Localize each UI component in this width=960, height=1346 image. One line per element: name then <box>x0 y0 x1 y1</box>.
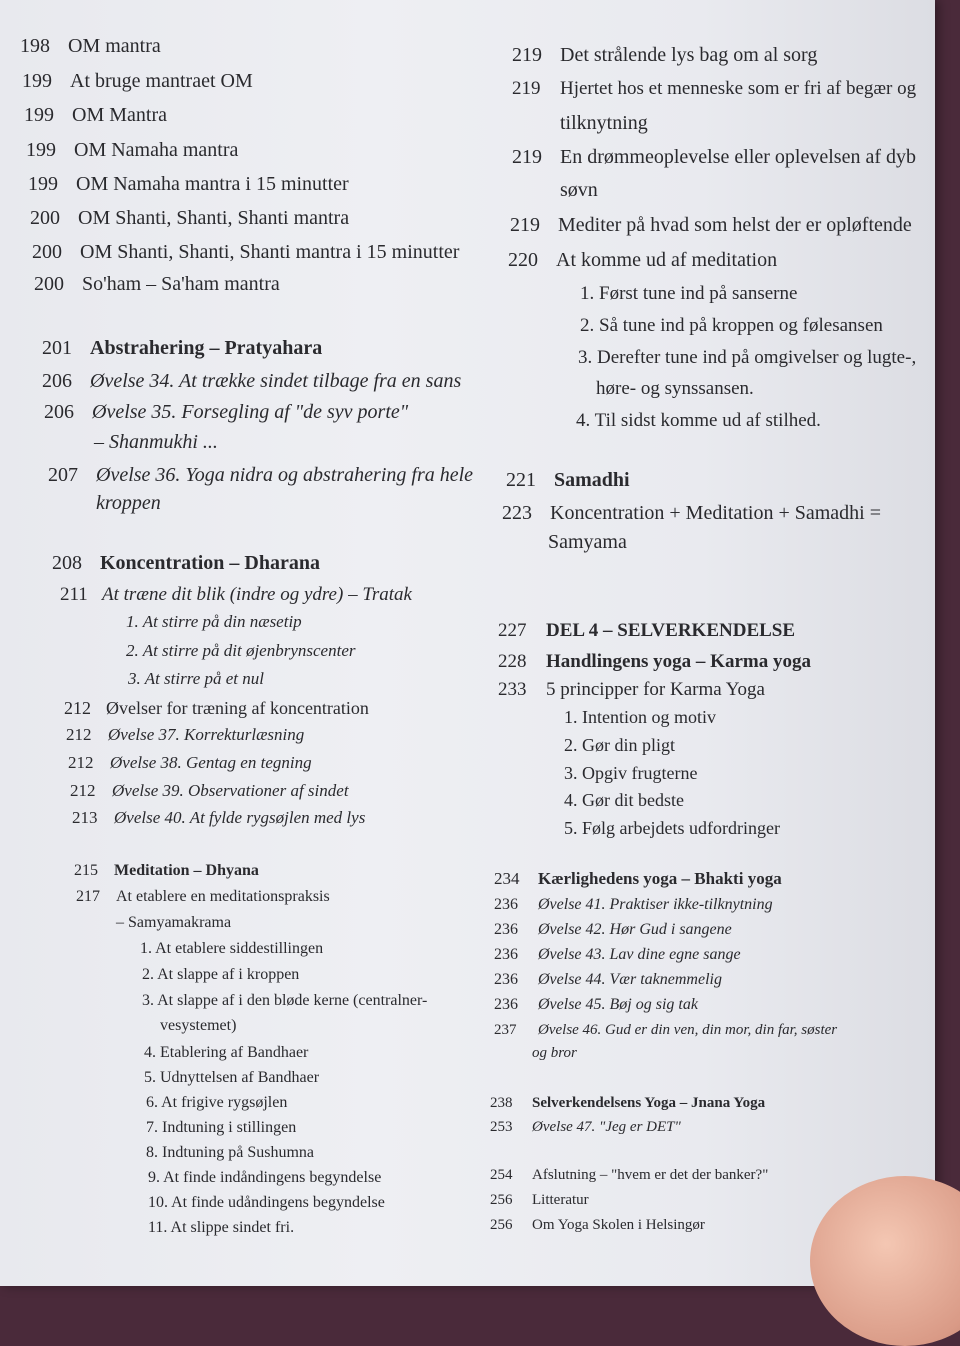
entry-title: OM Namaha mantra i 15 minutter <box>76 173 349 195</box>
entry-title: At etablere en meditationspraksis <box>116 888 330 905</box>
entry-title: Mediter på hvad som helst der er opløftende <box>558 214 912 236</box>
toc-entry <box>494 992 698 1018</box>
entry-title: OM Shanti, Shanti, Shanti mantra i 15 minutter <box>80 241 460 263</box>
toc-entry <box>512 142 916 172</box>
sub-item: 2. At stirre på dit øjenbrynscenter <box>126 641 356 660</box>
entry-title: Øvelse 35. Forsegling af "de syv porte" <box>92 401 409 423</box>
entry-title: Afslutning – "hvem er det der banker?" <box>532 1167 769 1183</box>
page-number: 198 <box>20 35 50 57</box>
toc-entry <box>60 580 412 610</box>
sub-item: 3. Derefter tune ind på omgivelser og lugte-, <box>578 347 917 368</box>
entry-title: At komme ud af meditation <box>556 249 778 271</box>
entry-title: Om Yoga Skolen i Helsingør <box>532 1217 705 1233</box>
sub-item: 11. At slippe sindet fri. <box>148 1219 295 1236</box>
entry-title: Øvelse 34. At trække sindet tilbage fra en sans <box>90 370 462 392</box>
page-number: 256 <box>490 1192 513 1208</box>
entry-title: Øvelse 42. Hør Gud i sangene <box>538 921 732 938</box>
page-number: 219 <box>512 78 541 99</box>
page-number: 212 <box>66 725 92 744</box>
sub-item-continuation: høre- og synssansen. <box>596 378 754 399</box>
page-number: 201 <box>42 337 72 359</box>
page-number: 206 <box>44 401 74 423</box>
toc-entry <box>24 100 167 130</box>
toc-section-heading <box>494 866 782 892</box>
entry-continuation: Samyama <box>548 531 627 553</box>
sub-item: 8. Indtuning på Sushumna <box>146 1144 314 1161</box>
toc-entry <box>22 66 253 96</box>
toc-entry <box>70 776 349 806</box>
sub-item: 3. At stirre på et nul <box>128 669 264 688</box>
page-number: 208 <box>52 552 82 574</box>
page-number: 238 <box>490 1095 513 1111</box>
page-number: 213 <box>72 808 98 827</box>
entry-continuation: søvn <box>560 179 598 201</box>
page-number: 199 <box>22 70 52 92</box>
entry-title: Øvelse 47. "Jeg er DET" <box>532 1119 681 1135</box>
toc-entry <box>494 917 732 943</box>
page-number: 254 <box>490 1167 513 1183</box>
toc-entry <box>64 693 369 723</box>
sub-item: 4. Etablering af Bandhaer <box>144 1044 309 1061</box>
toc-entry <box>44 397 408 427</box>
toc-entry <box>26 135 238 165</box>
entry-title: Øvelser for træning af koncentration <box>106 698 369 718</box>
page-number: 199 <box>28 173 58 195</box>
sub-item: 2. At slappe af i kroppen <box>142 966 300 983</box>
page-number: 234 <box>494 869 520 888</box>
entry-title: Øvelse 45. Bøj og sig tak <box>538 996 698 1013</box>
sub-item-continuation: vesystemet) <box>160 1017 237 1034</box>
toc-section-heading <box>490 1090 765 1116</box>
entry-title: Koncentration – Dharana <box>100 552 320 574</box>
toc-entry <box>42 366 461 396</box>
entry-continuation: – Samyamakrama <box>116 914 232 931</box>
entry-title: Hjertet hos et menneske som er fri af begær og <box>560 78 917 99</box>
toc-entry <box>76 884 330 910</box>
page-number: 199 <box>24 104 54 126</box>
entry-title: 5 principper for Karma Yoga <box>546 679 765 700</box>
toc-entry <box>490 1162 768 1188</box>
page-number: 212 <box>64 698 91 718</box>
entry-title: Øvelse 41. Praktiser ikke-tilknytning <box>538 896 773 913</box>
entry-title: Øvelse 46. Gud er din ven, din mor, din far, søster <box>538 1022 838 1038</box>
page-number: 200 <box>30 207 60 229</box>
entry-title: Kærlighedens yoga – Bhakti yoga <box>538 869 782 888</box>
sub-item: 5. Følg arbejdets udfordringer <box>564 818 780 838</box>
entry-title: Øvelse 37. Korrekturlæsning <box>108 725 305 744</box>
entry-title: Øvelse 40. At fylde rygsøjlen med lys <box>114 808 366 827</box>
page-number: 219 <box>510 214 540 236</box>
toc-part-heading <box>498 616 795 646</box>
toc-section-heading <box>74 858 259 884</box>
entry-title: So'ham – Sa'ham mantra <box>82 273 280 295</box>
entry-continuation: – Shanmukhi ... <box>94 431 218 453</box>
entry-title: En drømmeoplevelse eller oplevelsen af dyb <box>560 146 916 168</box>
page-number: 206 <box>42 370 72 392</box>
sub-item: 1. At etablere siddestillingen <box>140 940 324 957</box>
entry-title: Øvelse 44. Vær taknemmelig <box>538 971 722 988</box>
page-number: 212 <box>68 753 94 772</box>
page-number: 256 <box>490 1217 513 1233</box>
entry-title: Koncentration + Meditation + Samadhi = <box>550 502 881 524</box>
page-number: 253 <box>490 1119 513 1135</box>
toc-entry <box>494 892 773 918</box>
page-number: 236 <box>494 996 518 1013</box>
toc-entry <box>72 803 365 833</box>
sub-item: 1. At stirre på din næsetip <box>126 612 302 631</box>
entry-title: Det strålende lys bag om al sorg <box>560 44 818 66</box>
entry-continuation: tilknytning <box>560 112 648 134</box>
entry-title: Samadhi <box>554 469 630 491</box>
sub-item: 2. Så tune ind på kroppen og følesansen <box>580 315 883 336</box>
toc-entry <box>34 269 280 299</box>
entry-title: Meditation – Dhyana <box>114 862 259 879</box>
entry-continuation: kroppen <box>96 492 161 514</box>
page-number: 236 <box>494 896 518 913</box>
entry-title: OM mantra <box>68 35 161 57</box>
toc-entry <box>502 498 881 528</box>
page-number: 207 <box>48 464 78 486</box>
sub-item: 7. Indtuning i stillingen <box>146 1119 297 1136</box>
toc-entry <box>490 1212 705 1238</box>
entry-title: OM Shanti, Shanti, Shanti mantra <box>78 207 350 229</box>
page-number: 211 <box>60 584 88 605</box>
toc-section-heading <box>52 548 320 578</box>
sub-item: 1. Først tune ind på sanserne <box>580 283 798 304</box>
toc-entry <box>28 169 349 199</box>
toc-entry <box>32 237 459 267</box>
sub-item: 9. At finde indåndingens begyndelse <box>148 1169 382 1186</box>
page-number: 227 <box>498 620 527 641</box>
toc-section-heading <box>498 647 811 677</box>
toc-entry <box>508 245 777 275</box>
sub-item: 2. Gør din pligt <box>564 735 675 755</box>
sub-item: 4. Til sidst komme ud af stilhed. <box>576 410 821 431</box>
sub-item: 3. At slappe af i den bløde kerne (centralner- <box>142 992 428 1009</box>
entry-title: OM Mantra <box>72 104 167 126</box>
page-number: 212 <box>70 781 96 800</box>
page-number: 199 <box>26 139 56 161</box>
page-number: 215 <box>74 862 98 879</box>
page-number: 221 <box>506 469 536 491</box>
page-number: 236 <box>494 921 518 938</box>
toc-entry <box>498 675 765 705</box>
toc-entry <box>20 31 161 61</box>
sub-item: 10. At finde udåndingens begyndelse <box>148 1194 385 1211</box>
toc-entry <box>48 460 473 490</box>
toc-entry <box>490 1187 589 1213</box>
toc-entry <box>30 203 349 233</box>
sub-item: 5. Udnyttelsen af Bandhaer <box>144 1069 320 1086</box>
sub-item: 3. Opgiv frugterne <box>564 763 698 783</box>
entry-continuation: og bror <box>532 1045 577 1061</box>
entry-title: Øvelse 39. Observationer af sindet <box>112 781 349 800</box>
page-number: 220 <box>508 249 538 271</box>
page-number: 237 <box>494 1022 517 1038</box>
entry-title: Handlingens yoga – Karma yoga <box>546 651 811 672</box>
toc-section-heading <box>42 333 322 363</box>
toc-entry <box>512 74 916 104</box>
entry-title: Øvelse 43. Lav dine egne sange <box>538 946 741 963</box>
sub-item: 6. At frigive rygsøjlen <box>146 1094 288 1111</box>
sub-item: 4. Gør dit bedste <box>564 790 684 810</box>
page-number: 200 <box>34 273 64 295</box>
entry-title: At træne dit blik (indre og ydre) – Tratak <box>102 584 412 605</box>
toc-entry <box>494 967 722 993</box>
entry-title: DEL 4 – SELVERKENDELSE <box>546 620 796 641</box>
page-number: 223 <box>502 502 532 524</box>
toc-entry <box>510 210 912 240</box>
page-number: 219 <box>512 146 542 168</box>
page-number: 217 <box>76 888 100 905</box>
page-number: 219 <box>512 44 542 66</box>
page-number: 236 <box>494 971 518 988</box>
toc-entry <box>494 942 741 968</box>
toc-section-heading <box>506 465 630 495</box>
toc-entry <box>490 1114 681 1140</box>
entry-title: OM Namaha mantra <box>74 139 239 161</box>
sub-item: 1. Intention og motiv <box>564 707 716 727</box>
entry-title: At bruge mantraet OM <box>70 70 253 92</box>
page-number: 200 <box>32 241 62 263</box>
entry-title: Øvelse 36. Yoga nidra og abstrahering fra hele <box>96 464 474 486</box>
page-number: 236 <box>494 946 518 963</box>
entry-title: Øvelse 38. Gentag en tegning <box>110 753 312 772</box>
toc-entry <box>66 720 304 750</box>
page-number: 228 <box>498 651 527 672</box>
page-number: 233 <box>498 679 527 700</box>
toc-entry <box>68 748 312 778</box>
entry-title: Abstrahering – Pratyahara <box>90 337 323 359</box>
entry-title: Selverkendelsens Yoga – Jnana Yoga <box>532 1095 766 1111</box>
entry-title: Litteratur <box>532 1192 589 1208</box>
toc-entry <box>512 40 817 70</box>
